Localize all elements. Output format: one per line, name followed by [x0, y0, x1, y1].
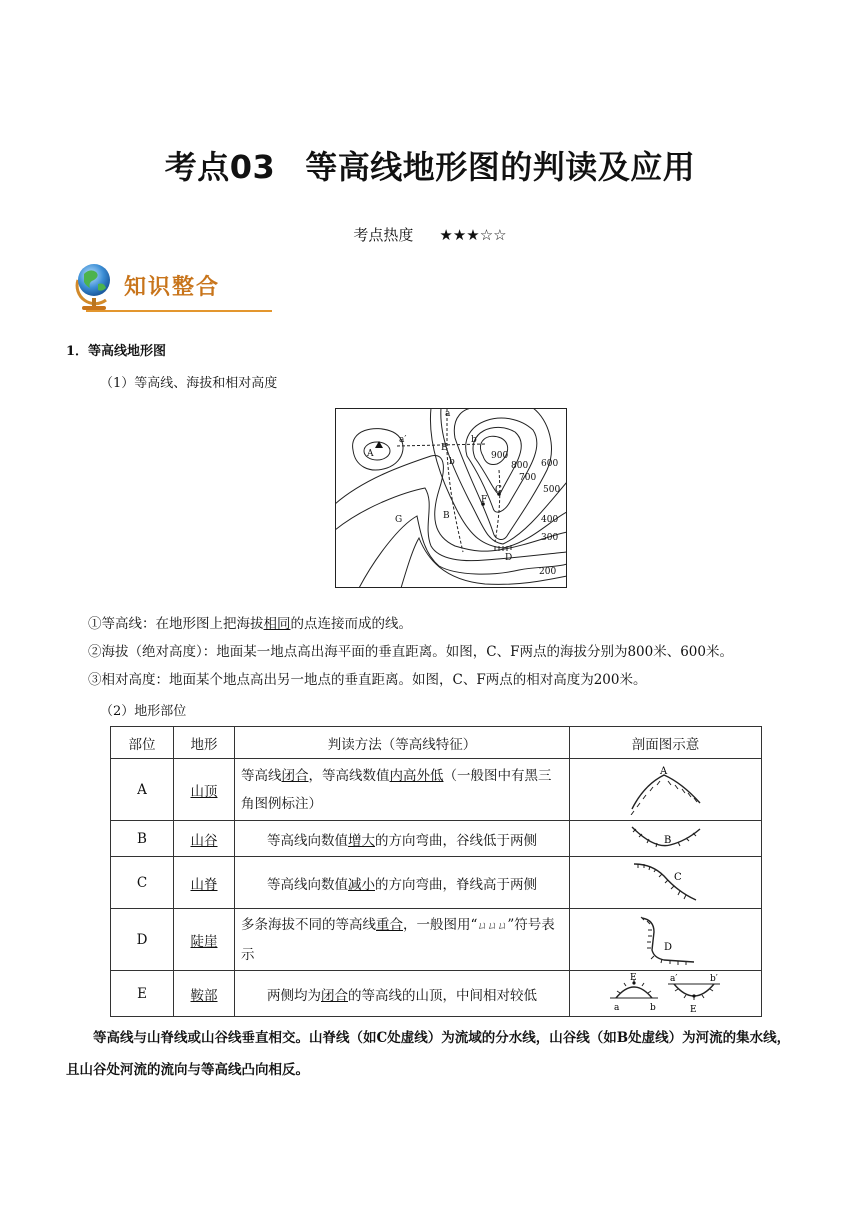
svg-text:a′: a′: [669, 973, 677, 984]
heat-stars: ★★★☆☆: [439, 226, 507, 244]
map-label-b-prime: b′: [471, 435, 479, 445]
title-code: 考点03: [164, 148, 276, 186]
row-method: 等高线向数值增大的方向弯曲，谷线低于两侧: [235, 821, 570, 857]
map-label-700: 700: [519, 473, 537, 483]
svg-text:a: a: [613, 1002, 619, 1013]
table-row: [111, 821, 762, 857]
row-position: A: [111, 759, 174, 821]
row-terrain: 山顶: [174, 759, 235, 821]
map-label-C: C: [495, 485, 502, 495]
svg-text:B: B: [663, 834, 671, 846]
map-label-900: 900: [491, 451, 509, 461]
row-terrain: 山脊: [174, 857, 235, 909]
table-header: 部位: [111, 727, 174, 759]
map-label-200: 200: [539, 567, 557, 577]
row-terrain: 鞍部: [174, 971, 235, 1017]
table-row: [111, 909, 762, 971]
contour-map: [335, 408, 567, 588]
terrain-table: [110, 726, 762, 1017]
heat-row: [0, 224, 860, 245]
svg-text:E: E: [629, 972, 637, 983]
svg-text:C: C: [673, 871, 682, 883]
map-label-b: b: [449, 457, 455, 467]
globe-icon: [66, 258, 126, 316]
svg-text:A: A: [659, 765, 667, 777]
map-label-B: B: [443, 511, 450, 521]
map-label-G: G: [395, 515, 403, 525]
banner-underline: [86, 310, 272, 312]
map-label-800: 800: [511, 461, 529, 471]
map-label-a-prime: a′: [399, 435, 407, 445]
map-label-F: F: [481, 495, 488, 505]
row-position: D: [111, 909, 174, 971]
row-method: 等高线向数值减小的方向弯曲，脊线高于两侧: [235, 857, 570, 909]
map-label-a: a: [445, 409, 451, 419]
svg-text:E: E: [689, 1004, 697, 1015]
map-label-500: 500: [543, 485, 561, 495]
summary-paragraph: 等高线与山脊线或山谷线垂直相交。山脊线（如C处虚线）为流域的分水线，山谷线（如B处虚线）为河流的集水线，且山谷处河流的流向与等高线凸向相反。: [66, 1030, 791, 1078]
table-header: 剖面图示意: [570, 727, 762, 759]
row-terrain: 陡崖: [174, 909, 235, 971]
map-label-600: 600: [541, 459, 559, 469]
map-label-300: 300: [541, 533, 559, 543]
heat-label: 考点热度: [353, 226, 414, 244]
table-header: 地形: [174, 727, 235, 759]
banner-text: 知识整合: [124, 275, 221, 300]
profile-valley: [570, 821, 762, 857]
svg-text:D: D: [663, 941, 672, 953]
map-label-D: D: [505, 553, 513, 563]
cliff-symbol: ㄩㄩㄩ: [477, 920, 508, 932]
profile-saddle: [570, 971, 762, 1017]
svg-text:b: b: [649, 1002, 656, 1013]
table-row: [111, 857, 762, 909]
table-header: 判读方法（等高线特征）: [235, 727, 570, 759]
row-position: C: [111, 857, 174, 909]
section-heading: 1．等高线地形图: [66, 344, 167, 359]
subsection-2-heading: （2）地形部位: [100, 704, 187, 719]
knowledge-banner: [66, 258, 272, 316]
profile-ridge: [570, 857, 762, 909]
map-label-400: 400: [541, 515, 559, 525]
definition-relative-height: ③相对高度：地面某个地点高出另一地点的垂直距离。如图，C、F两点的相对高度为200米。: [88, 672, 647, 688]
row-method: 两侧均为闭合的等高线的山顶，中间相对较低: [235, 971, 570, 1017]
definition-contour: ①等高线：在地形图上把海拔相同的点连接而成的线。: [88, 616, 412, 632]
map-label-E: E: [441, 443, 448, 453]
table-row: [111, 759, 762, 821]
row-position: E: [111, 971, 174, 1017]
page-title: [0, 142, 860, 188]
table-header-row: [111, 727, 762, 759]
subsection-1-heading: （1）等高线、海拔和相对高度: [100, 376, 278, 391]
row-terrain: 山谷: [174, 821, 235, 857]
row-method: 多条海拔不同的等高线重合，一般图用“ㄩㄩㄩ”符号表示: [235, 909, 570, 971]
profile-summit: [570, 759, 762, 821]
svg-text:b′: b′: [709, 973, 718, 984]
map-label-A: A: [367, 449, 374, 459]
table-row: [111, 971, 762, 1017]
row-position: B: [111, 821, 174, 857]
profile-cliff: [570, 909, 762, 971]
row-method: 等高线闭合，等高线数值内高外低（一般图中有黑三角图例标注）: [235, 759, 570, 821]
definition-altitude: ②海拔（绝对高度）：地面某一地点高出海平面的垂直距离。如图，C、F两点的海拔分别为800米、600米。: [88, 644, 733, 660]
title-text: 等高线地形图的判读及应用: [305, 148, 696, 186]
